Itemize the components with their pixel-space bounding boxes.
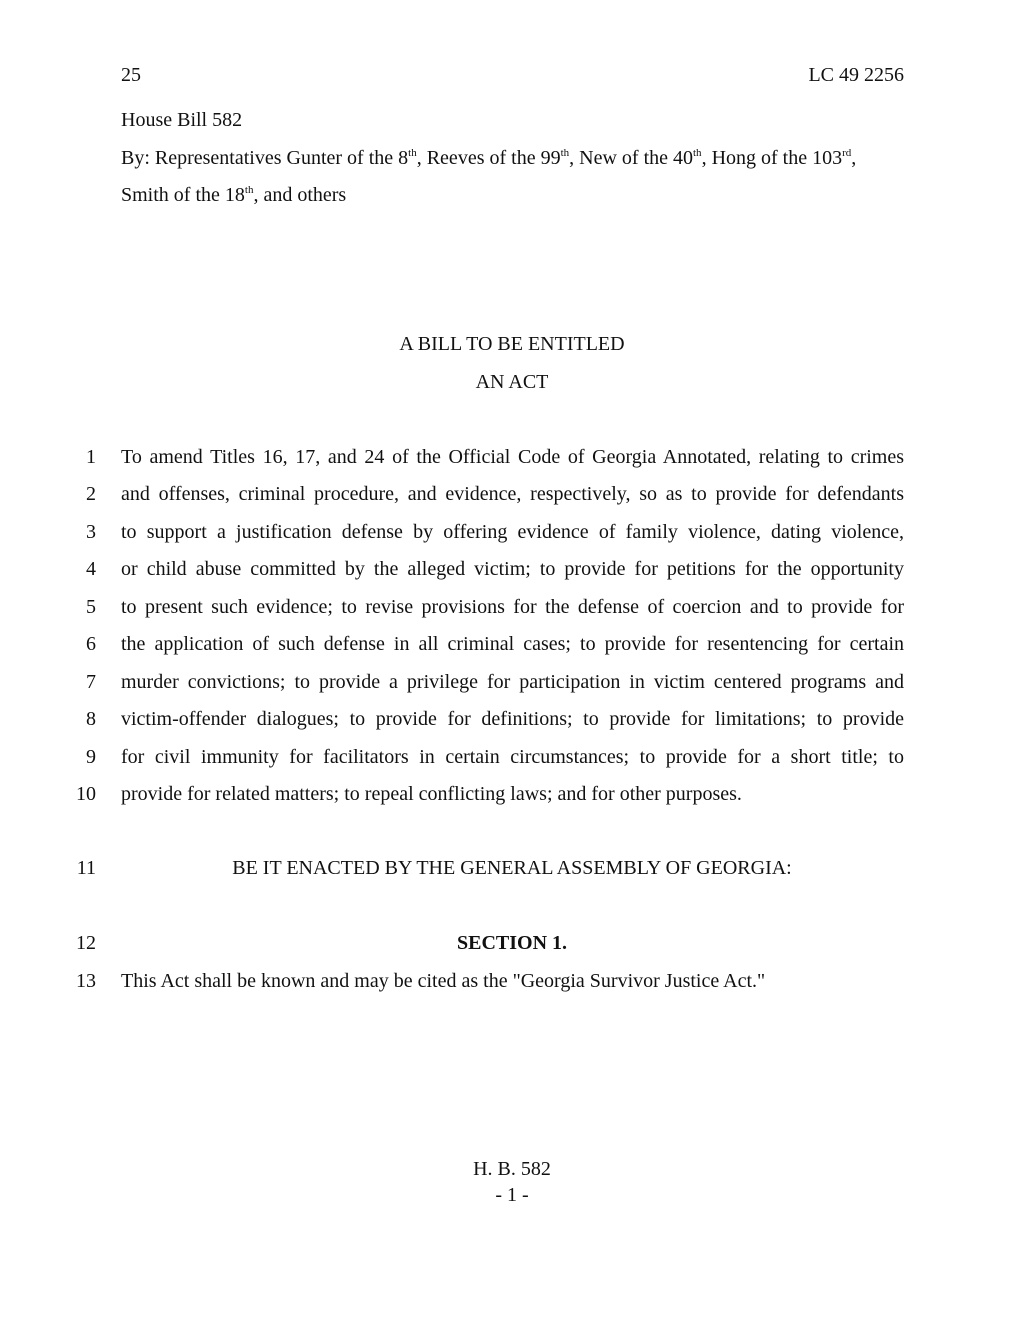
- body-line: to present such evidence; to revise provisions for the defense of coercion and to provide for: [121, 596, 904, 618]
- line-number: 5: [86, 596, 96, 618]
- bill-heading-line-1: A BILL TO BE ENTITLED: [399, 333, 625, 355]
- footer-bill-ref: H. B. 582: [473, 1158, 551, 1180]
- sponsors-line-2: Smith of the 18th, and others: [121, 184, 347, 206]
- page-code: 25: [121, 64, 141, 86]
- line-number: 8: [86, 708, 96, 730]
- enacting-clause: BE IT ENACTED BY THE GENERAL ASSEMBLY OF GEORGIA:: [232, 857, 792, 879]
- line-number: 9: [86, 746, 96, 768]
- footer-page-number: - 1 -: [495, 1184, 529, 1206]
- body-line: To amend Titles 16, 17, and 24 of the Official Code of Georgia Annotated, relating to crimes: [121, 446, 904, 468]
- line-number: 4: [86, 558, 96, 580]
- section-heading: SECTION 1.: [456, 932, 568, 954]
- section-text: This Act shall be known and may be cited as the "Georgia Survivor Justice Act.": [121, 970, 766, 992]
- body-line: provide for related matters; to repeal conflicting laws; and for other purposes.: [121, 783, 742, 805]
- body-line: victim-offender dialogues; to provide for definitions; to provide for limitations; to provide: [121, 708, 904, 730]
- line-number: 11: [76, 857, 96, 879]
- line-number: 2: [86, 483, 96, 505]
- body-line: to support a justification defense by offering evidence of family violence, dating violence,: [121, 521, 904, 543]
- body-line: or child abuse committed by the alleged victim; to provide for petitions for the opportunity: [121, 558, 904, 580]
- body-line: and offenses, criminal procedure, and evidence, respectively, so as to provide for defendants: [121, 483, 904, 505]
- line-number: 6: [86, 633, 96, 655]
- sponsors-line-1: By: Representatives Gunter of the 8th, Reeves of the 99th, New of the 40th, Hong of the 103rd,: [121, 147, 857, 169]
- line-number: 10: [76, 783, 96, 805]
- lc-number: LC 49 2256: [808, 64, 904, 86]
- body-line: murder convictions; to provide a privilege for participation in victim centered programs and: [121, 671, 904, 693]
- line-number: 1: [86, 446, 96, 468]
- line-number: 3: [86, 521, 96, 543]
- line-number: 7: [86, 671, 96, 693]
- body-line: for civil immunity for facilitators in certain circumstances; to provide for a short title; to: [121, 746, 904, 768]
- bill-title: House Bill 582: [121, 109, 243, 131]
- line-number: 12: [76, 932, 96, 954]
- body-line: the application of such defense in all criminal cases; to provide for resentencing for certain: [121, 633, 904, 655]
- bill-heading-line-2: AN ACT: [475, 371, 549, 393]
- line-number: 13: [76, 970, 96, 992]
